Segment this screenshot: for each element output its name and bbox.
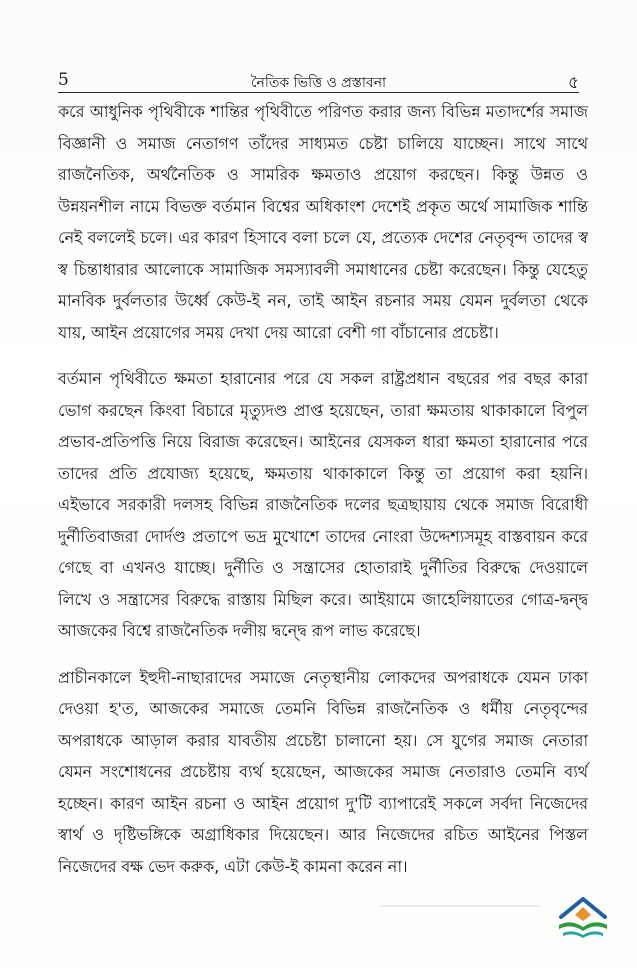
diamond-shape: [575, 907, 591, 921]
book-wave-shape: [559, 922, 607, 931]
paragraph-3: প্রাচীনকালে ইহুদী-নাছারাদের সমাজে নেতৃস্থানীয় লোকদের অপরাধকে যেমন ঢাকা দেওয়া হ'ত, আজকের সমাজে তেমনি বিভিন্ন রাজনৈতিক ও ধর্মীয় নেতৃবৃন্দের অপরাধকে আড়াল করার যাবতীয় প্রচেষ্টা চালানো হয়। সে যুগের সমাজ নেতারা যেমন সংশোধনের প্রচেষ্টায় ব্যর্থ হয়েছেন, আজকের সমাজ নেতারাও তেমনি ব্যর্থ হচ্ছেন। কারণ আইন রচনা ও আইন প্রয়োগ দু'টি ব্যাপারেই সকলে সর্বদা নিজেদের স্বার্থ ও দৃষ্টিভঙ্গিকে অগ্রাধিকার দিয়েছেন। আর নিজেদের রচিত আইনের পিস্তল নিজেদের বক্ষ ভেদ করুক, এটা কেউ-ই কামনা করেন না।: [58, 667, 588, 876]
bleed-through-mark: [380, 905, 540, 907]
paragraph-2: বর্তমান পৃথিবীতে ক্ষমতা হারানোর পরে যে সকল রাষ্ট্রপ্রধান বছরের পর বছর কারা ভোগ করছেন কিংবা বিচারে মৃত্যুদণ্ড প্রাপ্ত হয়েছেন, তারা ক্ষমতায় থাকাকালে বিপুল প্রভাব-প্রতিপত্তি নিয়ে বিরাজ করেছেন। আইনের যেসকল ধারা ক্ষমতা হারানোর পরে তাদের প্রতি প্রযোজ্য হয়েছে, ক্ষমতায় থাকাকালে কিন্তু তা প্রয়োগ করা হয়নি। এইভাবে সরকারী দলসহ বিভিন্ন রাজনৈতিক দলের ছত্রছায়ায় থেকে সমাজ বিরোধী দুর্নীতিবাজরা দোর্দণ্ড প্রতাপে ভদ্র মুখোশে তাদের নোংরা উদ্দেশ্যসমূহ বাস্তবায়ন করে গেছে বা এখনও যাচ্ছে। দুর্নীতি ও সন্ত্রাসের হোতারাই দুর্নীতির বিরুদ্ধে দেওয়ালে লিখে ও সন্ত্রাসের বিরুদ্ধে রাস্তায় মিছিল করে। আইয়ামে জাহেলিয়াতের গোত্র-দ্বন্দ্ব আজকের বিশ্বে রাজনৈতিক দলীয় দ্বন্দ্বে রূপ লাভ করেছে।: [58, 369, 588, 640]
chapter-title: নৈতিক ভিত্তি ও প্রস্তাবনা: [250, 75, 387, 91]
publisher-logo-icon: [553, 893, 613, 943]
running-header: [58, 70, 579, 93]
page-number-latin: 5: [58, 70, 69, 90]
page-number-bengali: ৫: [567, 73, 579, 93]
paragraph-1: করে আধুনিক পৃথিবীকে শান্তির পৃথিবীতে পরিণত করার জন্য বিভিন্ন মতাদর্শের সমাজ বিজ্ঞানী ও সমাজ নেতাগণ তাঁদের সাধ্যমত চেষ্টা চালিয়ে যাচ্ছেন। সাথে সাথে রাজনৈতিক, অর্থনৈতিক ও সামরিক ক্ষমতাও প্রয়োগ করছেন। কিন্তু উন্নত ও উন্নয়নশীল নামে বিভক্ত বর্তমান বিশ্বের অধিকাংশ দেশেই প্রকৃত অর্থে সামাজিক শান্তি নেই বললেই চলে। এর কারণ হিসাবে বলা চলে যে, প্রত্যেক দেশের নেতৃবৃন্দ তাদের স্ব স্ব চিন্তাধারার আলোকে সামাজিক সমস্যাবলী সমাধানের চেষ্টা করেছেন। কিন্তু যেহেতু মানবিক দুর্বলতার উর্ধ্বে কেউ-ই নন, তাই আইন রচনার সময় যেমন দুর্বলতা থেকে যায়, আইন প্রয়োগের সময় দেখা দেয় আরো বেশী গা বাঁচানোর প্রচেষ্টা।: [58, 102, 588, 342]
body-text: [58, 96, 588, 897]
lower-wave-shape: [563, 931, 603, 938]
